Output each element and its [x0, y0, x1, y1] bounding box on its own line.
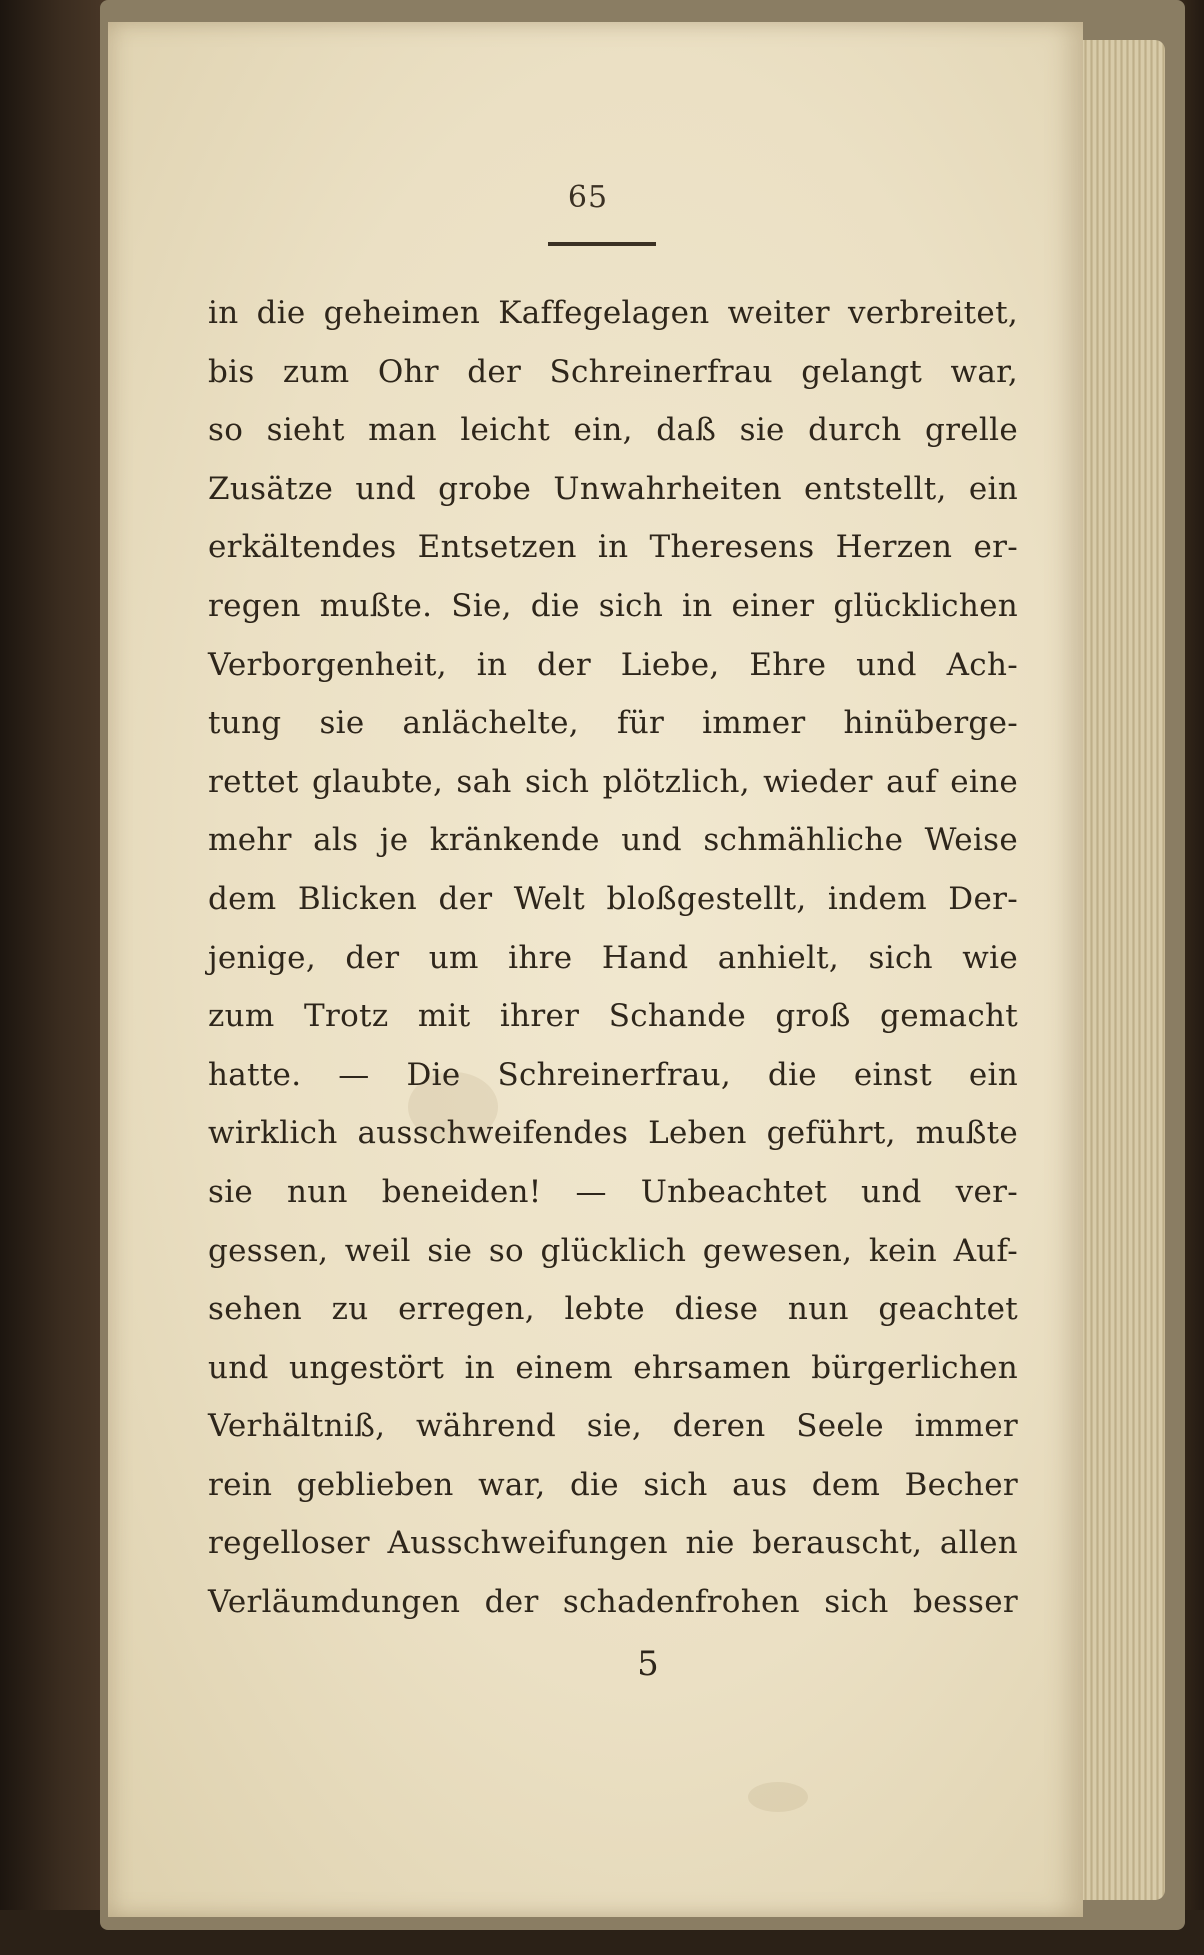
text-line: Verläumdungen der schadenfrohen sich besser [208, 1584, 1018, 1621]
book-cover-left [0, 0, 110, 1955]
text-line: bis zum Ohr der Schreinerfrau gelangt war, [208, 353, 1018, 390]
text-line: so sieht man leicht ein, daß sie durch grelle [208, 412, 1018, 449]
text-line: Verborgenheit, in der Liebe, Ehre und Ach- [208, 646, 1018, 683]
text-line: erkältendes Entsetzen in Theresens Herzen er- [208, 529, 1018, 566]
text-line: regelloser Ausschweifungen nie berauscht, allen [208, 1525, 1018, 1562]
body-text [208, 284, 1018, 1632]
text-line: rettet glaubte, sah sich plötzlich, wieder auf eine [208, 763, 1018, 800]
text-line: gessen, weil sie so glücklich gewesen, kein Auf- [208, 1232, 1018, 1269]
text-line: zum Trotz mit ihrer Schande groß gemacht [208, 998, 1018, 1035]
text-line: tung sie anlächelte, für immer hinüberge- [208, 705, 1018, 742]
text-line: Verhältniß, während sie, deren Seele immer [208, 1408, 1018, 1445]
text-line: hatte. — Die Schreinerfrau, die einst ein [208, 1056, 1018, 1093]
text-line: rein geblieben war, die sich aus dem Becher [208, 1466, 1018, 1503]
text-line: sie nun beneiden! — Unbeachtet und ver- [208, 1173, 1018, 1210]
text-line: und ungestört in einem ehrsamen bürgerlichen [208, 1349, 1018, 1386]
paper-stain [748, 1782, 808, 1812]
text-line: in die geheimen Kaffegelagen weiter verbreitet, [208, 295, 1018, 331]
book-page [108, 22, 1083, 1917]
page-number-rule [548, 242, 656, 246]
signature-mark: 5 [637, 1644, 659, 1684]
page-stack-edge [1075, 40, 1165, 1900]
text-line: jenige, der um ihre Hand anhielt, sich wie [208, 939, 1018, 976]
text-line: wirklich ausschweifendes Leben geführt, mußte [208, 1115, 1018, 1152]
text-line: sehen zu erregen, lebte diese nun geachtet [208, 1291, 1018, 1328]
text-line: regen mußte. Sie, die sich in einer glücklichen [208, 587, 1018, 624]
text-line: dem Blicken der Welt bloßgestellt, indem Der- [208, 880, 1018, 917]
text-line: Zusätze und grobe Unwahrheiten entstellt, ein [208, 470, 1018, 507]
page-number: 65 [567, 180, 609, 215]
text-line: mehr als je kränkende und schmähliche Weise [208, 822, 1018, 859]
